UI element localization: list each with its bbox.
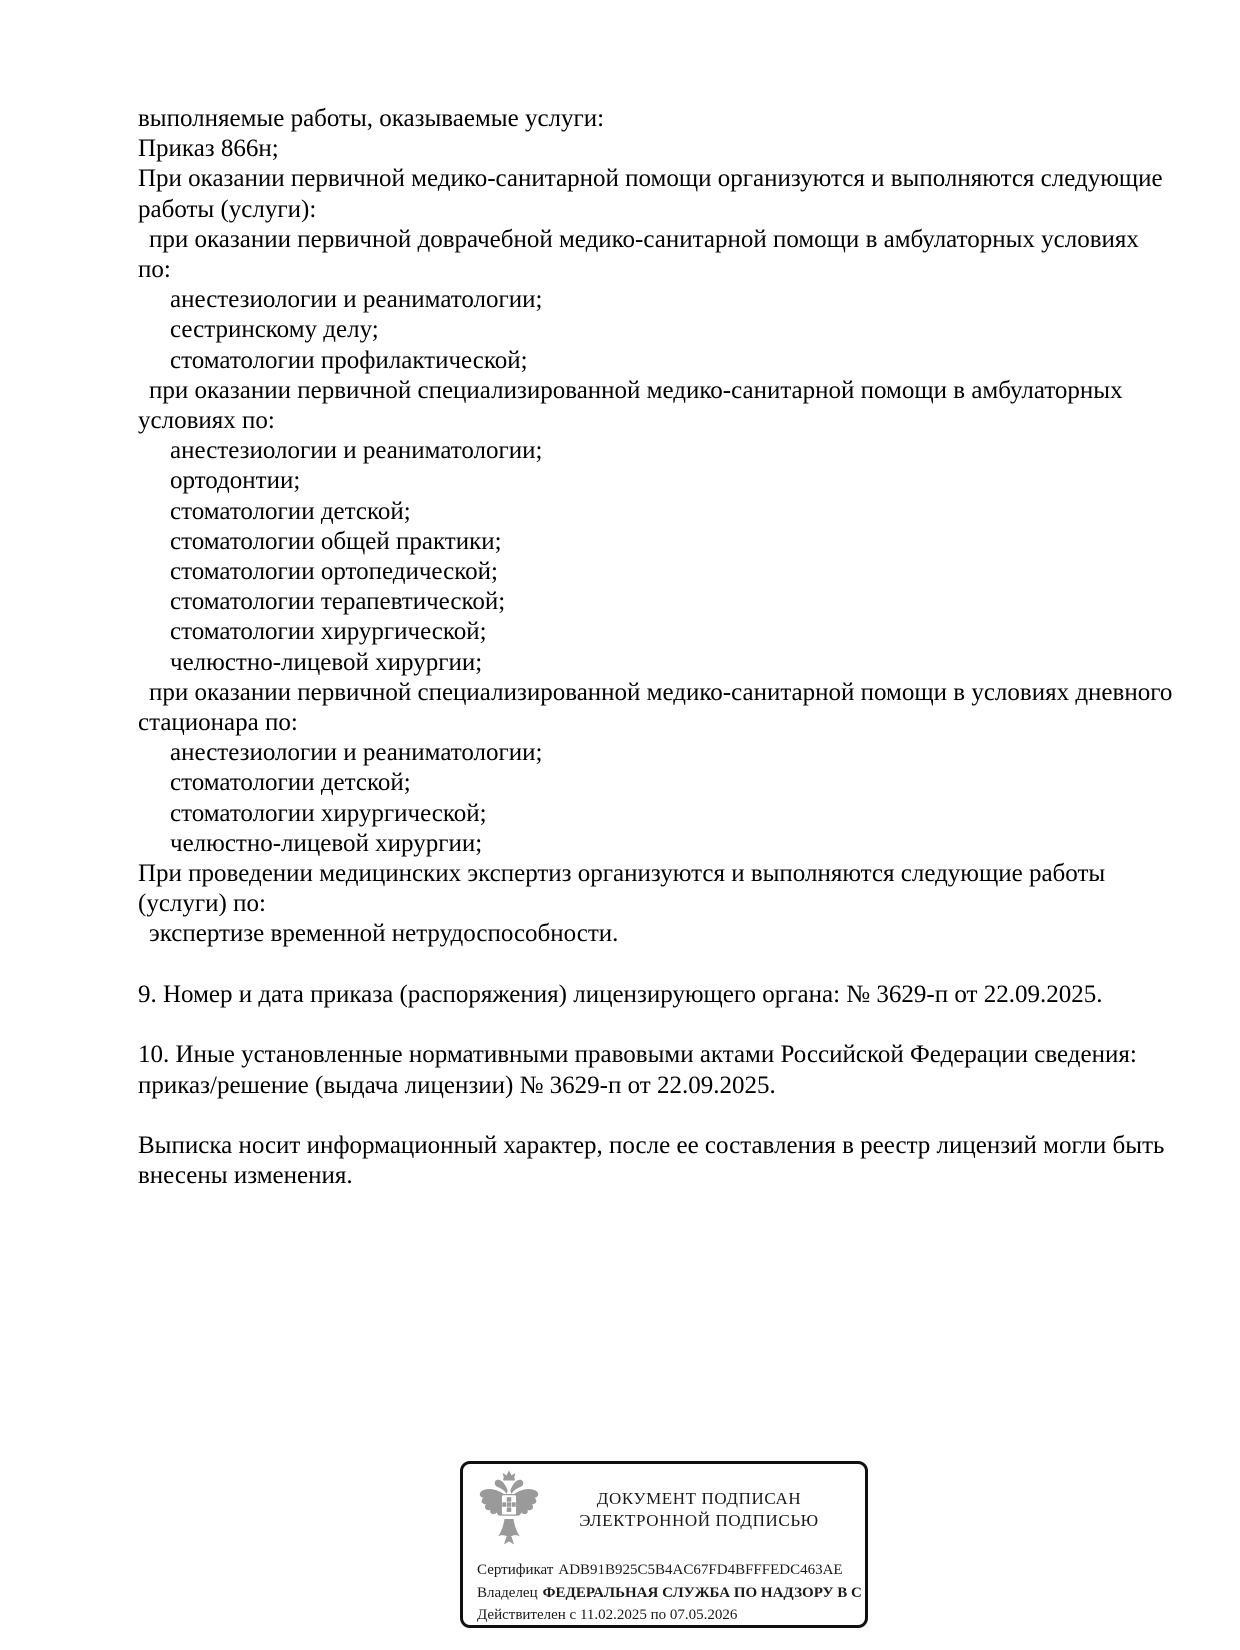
stamp-title (541, 1488, 857, 1532)
document-body (138, 104, 1173, 1191)
stamp-header (463, 1464, 865, 1553)
doc-line: экспертизе временной нетрудоспособности. (149, 920, 619, 948)
stamp-details (463, 1553, 865, 1627)
doc-line: челюстно-лицевой хирургии; (170, 829, 483, 857)
doc-line: стоматологии детской; (170, 769, 411, 797)
doc-line: стоматологии хирургической; (170, 799, 487, 827)
certificate-label: Сертификат (477, 1562, 554, 1578)
doc-line: 10. Иные установленные нормативными правовыми актами Российской Федерации сведения: (138, 1041, 1137, 1069)
owner-line (477, 1582, 862, 1605)
doc-line: внесены изменения. (138, 1162, 353, 1190)
owner-value: ФЕДЕРАЛЬНАЯ СЛУЖБА ПО НАДЗОРУ В С (542, 1584, 862, 1601)
stamp-title-line1: ДОКУМЕНТ ПОДПИСАН (596, 1489, 802, 1508)
doc-line: при оказании первичной специализированной медико-санитарной помощи в амбулаторных (149, 376, 1123, 404)
doc-line: анестезиологии и реаниматологии; (170, 739, 543, 767)
doc-line: условиях по: (138, 407, 275, 435)
stamp-title-line2: ЭЛЕКТРОННОЙ ПОДПИСЬЮ (579, 1511, 819, 1530)
doc-line: анестезиологии и реаниматологии; (170, 437, 543, 465)
doc-line (138, 950, 1168, 980)
doc-line: анестезиологии и реаниматологии; (170, 286, 543, 314)
signature-stamp (460, 1461, 868, 1628)
doc-line: 9. Номер и дата приказа (распоряжения) лицензирующего органа: № 3629-п от 22.09.2025. (138, 980, 1103, 1008)
doc-line (138, 1010, 1168, 1040)
doc-line: стоматологии детской; (170, 497, 411, 525)
doc-line (138, 1101, 1168, 1131)
doc-line: стационара по: (138, 709, 298, 737)
doc-line: При оказании первичной медико-санитарной помощи организуются и выполняются следующие (138, 165, 1163, 193)
doc-line: приказ/решение (выдача лицензии) № 3629-п от 22.09.2025. (138, 1071, 776, 1099)
certificate-line (477, 1559, 859, 1582)
doc-line: стоматологии профилактической; (170, 346, 528, 374)
doc-line: стоматологии терапевтической; (170, 588, 506, 616)
doc-line: челюстно-лицевой хирургии; (170, 648, 483, 676)
owner-label: Владелец (477, 1584, 538, 1601)
doc-line: при оказании первичной доврачебной медико-санитарной помощи в амбулаторных условиях (149, 225, 1139, 253)
certificate-value: ADB91B925C5B4AC67FD4BFFFEDC463AE (558, 1562, 843, 1578)
doc-line: при оказании первичной специализированной медико-санитарной помощи в условиях дневного (149, 678, 1173, 706)
roszdravnadzor-eagle-icon (477, 1469, 541, 1551)
doc-line: При проведении медицинских экспертиз организуются и выполняются следующие работы (138, 860, 1106, 888)
doc-line: (услуги) по: (138, 890, 266, 918)
doc-line: сестринскому делу; (170, 316, 379, 344)
doc-line: ортодонтии; (170, 467, 301, 495)
doc-line: стоматологии хирургической; (170, 618, 487, 646)
doc-line: Выписка носит информационный характер, после ее составления в реестр лицензий могли быть (138, 1131, 1165, 1159)
doc-line: работы (услуги): (138, 195, 317, 223)
doc-line: по: (138, 256, 171, 284)
validity-line: Действителен с 11.02.2025 по 07.05.2026 (477, 1607, 738, 1623)
doc-line: стоматологии общей практики; (170, 527, 502, 555)
doc-line: стоматологии ортопедической; (170, 558, 498, 586)
doc-line: выполняемые работы, оказываемые услуги: (138, 105, 605, 132)
doc-line: Приказ 866н; (138, 135, 279, 163)
